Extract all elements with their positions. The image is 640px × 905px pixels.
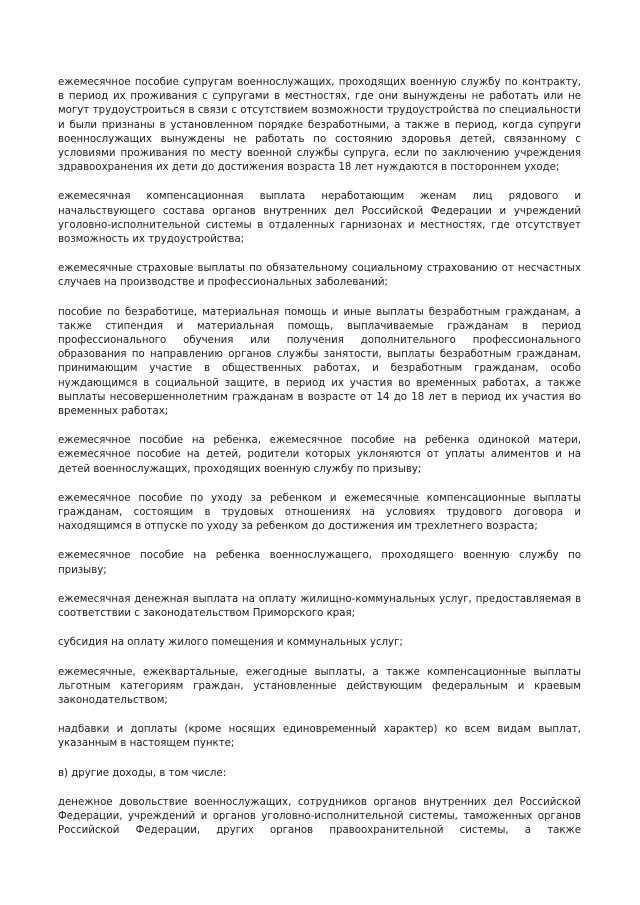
paragraph-allowances-supplements: надбавки и доплаты (кроме носящих единовременный характер) ко всем видам выплат, указанным в настоящем пункте; xyxy=(58,724,581,750)
paragraph-spouse-allowance: ежемесячное пособие супругам военнослужащих, проходящих военную службу по контракту, в период их проживания с супругами в местностях, где они вынуждены не работать или не могут трудоустроиться в связи с отсутствием возможности трудоустройства по специальности и были признаны в установленном порядке безработными, а также в период, когда супруги военнослужащих вынуждены не работать по состоянию здоровья детей, связанному с условиями проживания по месту военной службы супруга, если по заключению учреждения здравоохранения их дети до достижения возраста 18 лет нуждаются в постороннем уходе; xyxy=(58,77,581,174)
paragraph-other-income-heading: в) другие доходы, в том числе: xyxy=(58,767,227,779)
paragraph-child-allowance: ежемесячное пособие на ребенка, ежемесячное пособие на ребенка одинокой матери, ежемесячное пособие на детей, родители которых уклоняются от уплаты алиментов и на детей военнослужащих, проходящих военную службу по призыву; xyxy=(58,435,581,475)
document-page xyxy=(58,76,581,853)
paragraph-conscript-child: ежемесячное пособие на ребенка военнослужащего, проходящего военную службу по призыву; xyxy=(58,550,581,576)
paragraph-childcare-leave: ежемесячное пособие по уходу за ребенком и ежемесячные компенсационные выплаты гражданам, состоящим в трудовых отношениях на условиях трудового договора и находящимся в отпуске по уходу за ребенком до достижения им трехлетнего возраста; xyxy=(58,492,581,533)
paragraph-military-pay: денежное довольствие военнослужащих, сотрудников органов внутренних дел Российской Федерации, учреждений и органов уголовно-исполнительной системы, таможенных органов Российской Федерации, других органов правоохранительной системы, а также xyxy=(58,796,581,837)
paragraph-wives-compensation: ежемесячная компенсационная выплата неработающим женам лиц рядового и начальствующего состава органов внутренних дел Российской Федерации и учреждений уголовно-исполнительной системы в отдаленных гарнизонах и местностях, где отсутствует возможность их трудоустройства; xyxy=(58,191,581,246)
paragraph-housing-subsidy: субсидия на оплату жилого помещения и коммунальных услуг; xyxy=(58,637,403,649)
paragraph-privileged-payments: ежемесячные, ежеквартальные, ежегодные выплаты, а также компенсационные выплаты льготным категориям граждан, установленные действующим федеральным и краевым законодательством; xyxy=(58,666,581,706)
paragraph-insurance-payments: ежемесячные страховые выплаты по обязательному социальному страхованию от несчастных случаев на производстве и профессиональных заболеваний; xyxy=(58,263,581,289)
paragraph-unemployment-benefit: пособие по безработице, материальная помощь и иные выплаты безработным гражданам, а также стипендия и материальная помощь, выплачиваемые гражданам в период профессионального обучения или получения дополнительного профессионального образования по направлению органов службы занятости, выплаты безработным гражданам, принимающим участие в общественных работах, и безработным гражданам, особо нуждающимся в социальной защите, в период их участия во временных работах, а также выплаты несовершеннолетним гражданам в возрасте от 14 до 18 лет в период их участия во временных работах; xyxy=(58,306,581,418)
paragraph-housing-payment: ежемесячная денежная выплата на оплату жилищно-коммунальных услуг, предоставляемая в соответствии с законодательством Приморского края; xyxy=(58,593,581,620)
